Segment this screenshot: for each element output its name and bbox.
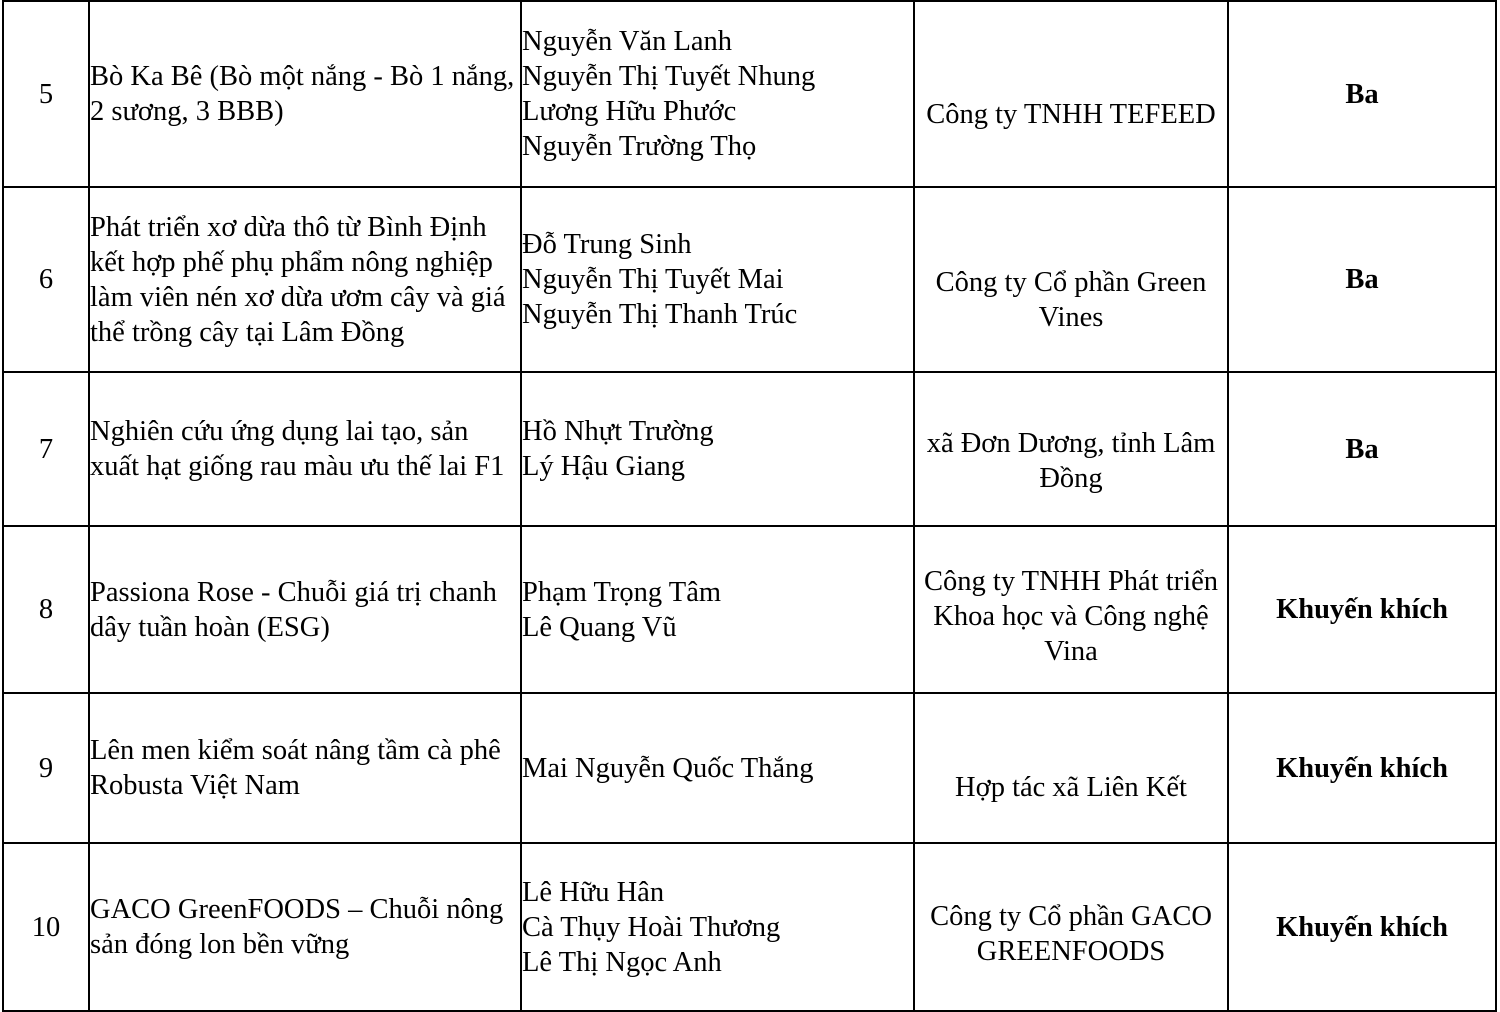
author-name: Nguyễn Thị Tuyết Nhung: [522, 61, 816, 92]
author-name: Cà Thụy Hoài Thương: [522, 911, 781, 943]
authors-cell: [521, 1, 914, 187]
author-name: Nguyễn Thị Tuyết Mai: [522, 264, 784, 295]
author-name: Lê Thị Ngọc Anh: [522, 946, 722, 978]
awards-table: [2, 0, 1497, 1012]
row-number: 9: [3, 693, 89, 843]
authors-cell: [521, 843, 914, 1011]
table-row: [3, 187, 1496, 372]
organization: Hợp tác xã Liên Kết: [914, 693, 1228, 843]
organization: xã Đơn Dương, tỉnh Lâm Đồng: [914, 372, 1228, 526]
authors-cell: [521, 693, 914, 843]
table-row: [3, 526, 1496, 693]
project-name: Nghiên cứu ứng dụng lai tạo, sản xuất hạt giống rau màu ưu thế lai F1: [89, 372, 521, 526]
prize-level: Ba: [1228, 372, 1496, 526]
row-number: 5: [3, 1, 89, 187]
author-name: Lê Hữu Hân: [522, 876, 665, 908]
table-row: [3, 693, 1496, 843]
prize-level: Ba: [1228, 187, 1496, 372]
project-name: Phát triển xơ dừa thô từ Bình Định kết hợp phế phụ phẩm nông nghiệp làm viên nén xơ dừa ươm cây và giá thể trồng cây tại Lâm Đồng: [89, 187, 521, 372]
prize-level: Khuyến khích: [1228, 843, 1496, 1011]
row-number: 6: [3, 187, 89, 372]
author-name: Đỗ Trung Sinh: [522, 229, 692, 260]
table-row: [3, 1, 1496, 187]
row-number: 8: [3, 526, 89, 693]
authors-cell: [521, 372, 914, 526]
organization: Công ty TNHH TEFEED: [914, 1, 1228, 187]
project-name: GACO GreenFOODS – Chuỗi nông sản đóng lon bền vững: [89, 843, 521, 1011]
authors-cell: [521, 187, 914, 372]
organization: Công ty Cổ phần Green Vines: [914, 187, 1228, 372]
prize-level: Ba: [1228, 1, 1496, 187]
project-name: Bò Ka Bê (Bò một nắng - Bò 1 nắng, 2 sương, 3 BBB): [89, 1, 521, 187]
author-name: Nguyễn Văn Lanh: [522, 26, 733, 57]
project-name: Lên men kiểm soát nâng tầm cà phê Robusta Việt Nam: [89, 693, 521, 843]
author-name: Lương Hữu Phước: [522, 96, 737, 127]
author-name: Mai Nguyễn Quốc Thắng: [522, 752, 814, 784]
author-name: Lê Quang Vũ: [522, 611, 677, 643]
prize-level: Khuyến khích: [1228, 693, 1496, 843]
table-row: [3, 843, 1496, 1011]
author-name: Nguyễn Trường Thọ: [522, 131, 757, 162]
authors-cell: [521, 526, 914, 693]
author-name: Lý Hậu Giang: [522, 451, 686, 482]
organization: Công ty Cổ phần GACO GREENFOODS: [914, 843, 1228, 1011]
project-name: Passiona Rose - Chuỗi giá trị chanh dây tuần hoàn (ESG): [89, 526, 521, 693]
author-name: Phạm Trọng Tâm: [522, 576, 722, 608]
table-row: [3, 372, 1496, 526]
row-number: 7: [3, 372, 89, 526]
row-number: 10: [3, 843, 89, 1011]
organization: Công ty TNHH Phát triển Khoa học và Công nghệ Vina: [914, 526, 1228, 693]
author-name: Hồ Nhựt Trường: [522, 416, 714, 447]
author-name: Nguyễn Thị Thanh Trúc: [522, 299, 798, 330]
prize-level: Khuyến khích: [1228, 526, 1496, 693]
